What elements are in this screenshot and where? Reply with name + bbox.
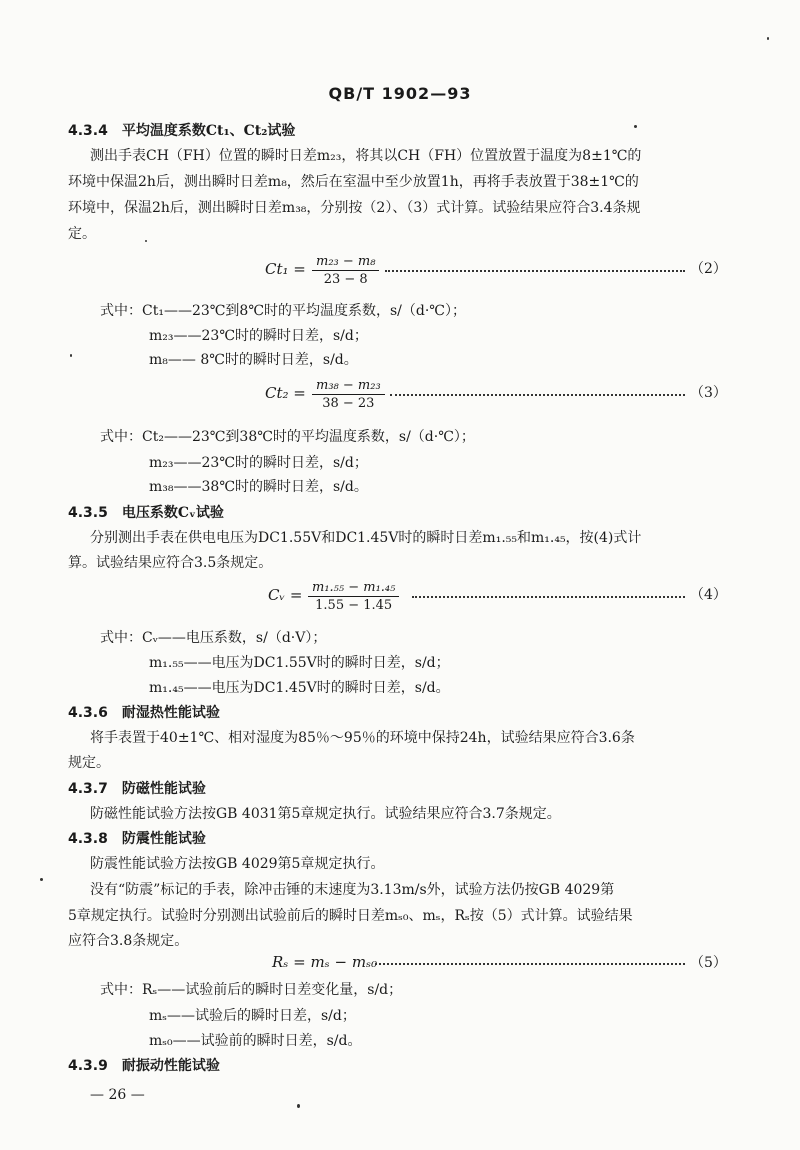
paragraph-line: 防震性能试验方法按GB 4029第5章规定执行。 (90, 856, 385, 872)
formula-3 (0, 378, 800, 418)
paragraph-line: 规定。 (68, 755, 110, 771)
scan-speck (145, 240, 147, 242)
formula-4 (0, 580, 800, 620)
definition-line: m₈—— 8℃时的瞬时日差，s/d。 (149, 352, 358, 368)
formula-2 (0, 254, 800, 294)
paragraph-line: 算。试验结果应符合3.5条规定。 (68, 555, 273, 571)
leader-dots (390, 384, 685, 396)
section-number: 4.3.4 (68, 123, 108, 139)
section-number: 4.3.6 (68, 705, 108, 721)
definition-line: m₁.₄₅——电压为DC1.45V时的瞬时日差，s/d。 (149, 680, 450, 696)
definition-line: 式中：Cᵥ——电压系数，s/（d·V）； (100, 630, 327, 646)
section-4-3-7-heading (68, 779, 206, 799)
paragraph-line: 没有“防震”标记的手表，除冲击锤的末速度为3.13m/s外，试验方法仍按GB 4029第 (90, 882, 615, 898)
section-4-3-6-heading (68, 703, 220, 723)
paragraph-line: 分别测出手表在供电电压为DC1.55V和DC1.45V时的瞬时日差m₁.₅₅和m₁.₄₅，按(4)式计 (90, 530, 642, 546)
section-number: 4.3.7 (68, 781, 108, 797)
section-4-3-5-heading (68, 503, 224, 523)
definition-line: m₃₈——38℃时的瞬时日差，s/d。 (149, 479, 368, 495)
formula-denominator: 38 − 23 (322, 396, 375, 411)
leader-dots (412, 586, 685, 598)
paragraph-line: 环境中保温2h后，测出瞬时日差m₈，然后在室温中至少放置1h，再将手表放置于38±1℃的 (68, 174, 639, 190)
section-number: 4.3.8 (68, 831, 108, 847)
paragraph-line: 防磁性能试验方法按GB 4031第5章规定执行。试验结果应符合3.7条规定。 (90, 806, 561, 822)
definition-line: m₂₃——23℃时的瞬时日差，s/d； (149, 455, 368, 471)
formula-lhs: Ct₁ = (265, 260, 306, 278)
scan-speck (767, 37, 769, 40)
section-number: 4.3.5 (68, 505, 108, 521)
equation-number: （4） (690, 587, 727, 603)
equation-number: （3） (690, 385, 727, 401)
section-title: 耐湿热性能试验 (121, 705, 220, 721)
formula-fraction (312, 378, 385, 411)
equation-number: （2） (690, 261, 727, 277)
definition-line: 式中：Ct₁——23℃到8℃时的平均温度系数，s/（d·℃）； (100, 303, 466, 319)
paragraph-line: 5章规定执行。试验时分别测出试验前后的瞬时日差mₛ₀、mₛ，Rₛ按（5）式计算。试验结果 (68, 908, 633, 924)
paragraph-line: 应符合3.8条规定。 (68, 933, 189, 949)
section-4-3-4-heading (68, 121, 295, 141)
definition-line: m₁.₅₅——电压为DC1.55V时的瞬时日差，s/d； (149, 655, 450, 671)
leader-dots (385, 260, 685, 272)
section-title: 防震性能试验 (121, 831, 206, 847)
formula-numerator: m₂₃ − m₈ (312, 254, 379, 271)
section-title: 电压系数Cᵥ试验 (121, 505, 224, 521)
section-4-3-9-heading (68, 1056, 220, 1076)
section-number: 4.3.9 (68, 1058, 108, 1074)
scan-speck (634, 125, 637, 128)
section-title: 平均温度系数Ct₁、Ct₂试验 (121, 123, 296, 139)
leader-dots (375, 953, 685, 965)
scan-speck (40, 878, 43, 881)
paragraph-line: 将手表置于40±1℃、相对湿度为85％～95％的环境中保持24h，试验结果应符合3.6条 (90, 730, 635, 746)
formula-denominator: 23 − 8 (323, 272, 368, 287)
formula-fraction (312, 254, 379, 287)
scan-speck (70, 354, 72, 357)
section-4-3-8-heading (68, 829, 206, 849)
formula-numerator: m₃₈ − m₂₃ (312, 378, 385, 395)
paragraph-line: 环境中，保温2h后，测出瞬时日差m₃₈，分别按（2）、（3）式计算。试验结果应符合3.4条规 (68, 200, 641, 216)
definition-line: 式中：Ct₂——23℃到38℃时的平均温度系数，s/（d·℃）； (100, 429, 475, 445)
paragraph-line: 定。 (68, 226, 96, 242)
formula-expression: Rₛ = mₛ − mₛ₀ (272, 953, 378, 971)
section-title: 耐振动性能试验 (121, 1058, 220, 1074)
standard-header: QB/T 1902—93 (328, 84, 472, 103)
formula-5 (0, 953, 800, 977)
formula-lhs: Cᵥ = (268, 586, 303, 604)
definition-line: m₂₃——23℃时的瞬时日差，s/d； (149, 328, 368, 344)
section-title: 防磁性能试验 (121, 781, 206, 797)
paragraph-line: 测出手表CH（FH）位置的瞬时日差m₂₃，将其以CH（FH）位置放置于温度为8±1℃的 (90, 148, 642, 164)
scan-speck (297, 1104, 300, 1108)
definition-line: mₛ₀——试验前的瞬时日差，s/d。 (149, 1033, 362, 1049)
formula-lhs: Ct₂ = (265, 384, 306, 402)
formula-fraction (308, 580, 399, 613)
page-number: — 26 — (90, 1087, 145, 1103)
equation-number: （5） (690, 955, 727, 971)
formula-denominator: 1.55 − 1.45 (315, 598, 393, 613)
definition-line: mₛ——试验后的瞬时日差，s/d； (149, 1008, 356, 1024)
definition-line: 式中：Rₛ——试验前后的瞬时日差变化量，s/d； (100, 982, 403, 998)
formula-numerator: m₁.₅₅ − m₁.₄₅ (308, 580, 399, 597)
